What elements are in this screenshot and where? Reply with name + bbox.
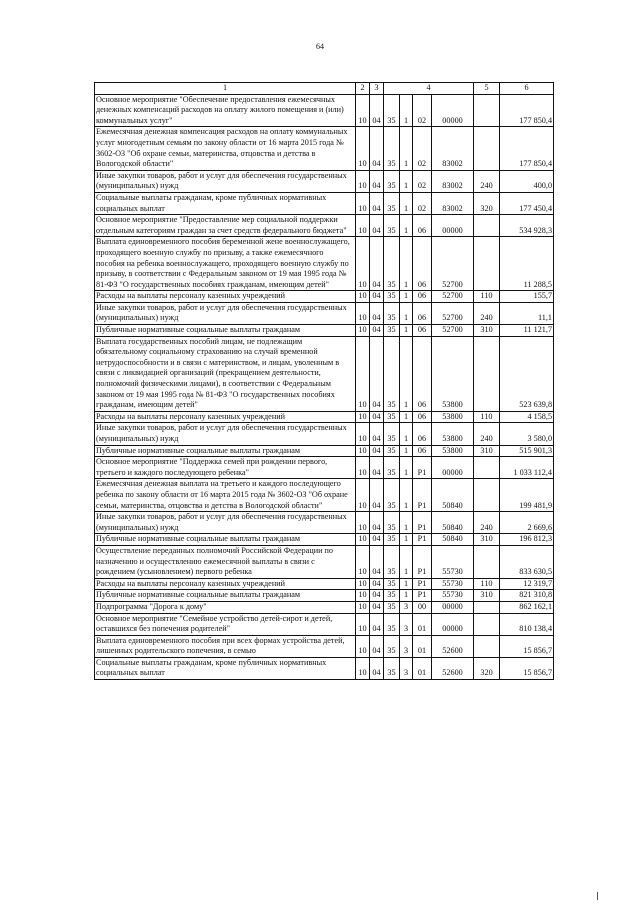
row-target-measure: 01 <box>413 613 432 635</box>
row-target-direction: 52700 <box>432 302 474 324</box>
row-target-measure: 02 <box>413 94 432 127</box>
row-subsection: 04 <box>370 457 384 479</box>
row-target-measure: P1 <box>413 479 432 512</box>
table-row <box>95 545 554 578</box>
row-target-program: 35 <box>384 613 400 635</box>
row-target-subprogram: 3 <box>400 657 413 679</box>
row-description: Публичные нормативные социальные выплаты гражданам <box>95 590 356 602</box>
row-target-direction: 52600 <box>432 657 474 679</box>
row-expense-type <box>474 237 500 291</box>
row-section: 10 <box>356 215 370 237</box>
row-expense-type: 310 <box>474 325 500 337</box>
row-section: 10 <box>356 457 370 479</box>
row-expense-type: 110 <box>474 411 500 423</box>
margin-mark <box>597 892 598 900</box>
row-description: Иные закупки товаров, работ и услуг для обеспечения государственных (муниципальных) нужд <box>95 302 356 324</box>
row-amount: 155,7 <box>500 291 554 303</box>
table-row <box>95 578 554 590</box>
row-description: Основное мероприятие "Семейное устройство детей-сирот и детей, оставшихся без попечения родителей" <box>95 613 356 635</box>
row-target-subprogram: 1 <box>400 127 413 170</box>
row-target-subprogram: 1 <box>400 411 413 423</box>
row-target-program: 35 <box>384 445 400 457</box>
row-amount: 3 580,0 <box>500 423 554 445</box>
column-header-3: 3 <box>370 83 384 95</box>
table-row <box>95 237 554 291</box>
row-description: Осуществление переданных полномочий Российской Федерации по назначению и осуществлению ежемесячной выплаты в связи с рождением (усыновлением) первого ребенка <box>95 545 356 578</box>
row-section: 10 <box>356 512 370 534</box>
row-subsection: 04 <box>370 578 384 590</box>
row-target-program: 35 <box>384 479 400 512</box>
row-target-measure: 06 <box>413 291 432 303</box>
row-target-measure: 01 <box>413 657 432 679</box>
row-description: Выплата единовременного пособия при всех формах устройства детей, лишенных родительского попечения, в семью <box>95 635 356 657</box>
row-amount: 534 928,3 <box>500 215 554 237</box>
row-amount: 12 319,7 <box>500 578 554 590</box>
row-expense-type: 110 <box>474 578 500 590</box>
row-description: Основное мероприятие "Обеспечение предоставления ежемесячных денежных компенсаций расходов на оплату жилого помещения и (или) коммунальных услуг" <box>95 94 356 127</box>
row-section: 10 <box>356 613 370 635</box>
row-amount: 862 162,1 <box>500 601 554 613</box>
row-target-direction: 00000 <box>432 94 474 127</box>
table-row <box>95 657 554 679</box>
row-target-direction: 52700 <box>432 291 474 303</box>
table-row <box>95 635 554 657</box>
table-row <box>95 192 554 214</box>
row-amount: 15 856,7 <box>500 657 554 679</box>
row-amount: 833 630,5 <box>500 545 554 578</box>
row-section: 10 <box>356 590 370 602</box>
row-target-direction: 53800 <box>432 411 474 423</box>
row-target-program: 35 <box>384 170 400 192</box>
row-target-program: 35 <box>384 657 400 679</box>
row-target-subprogram: 1 <box>400 479 413 512</box>
row-section: 10 <box>356 635 370 657</box>
row-amount: 1 033 112,4 <box>500 457 554 479</box>
row-description: Публичные нормативные социальные выплаты гражданам <box>95 445 356 457</box>
row-expense-type <box>474 601 500 613</box>
row-subsection: 04 <box>370 479 384 512</box>
table-row <box>95 411 554 423</box>
column-header-5: 5 <box>474 83 500 95</box>
row-subsection: 04 <box>370 215 384 237</box>
table-row <box>95 457 554 479</box>
row-target-measure: 02 <box>413 192 432 214</box>
column-header-6: 6 <box>500 83 554 95</box>
table-row <box>95 601 554 613</box>
row-target-measure: 06 <box>413 215 432 237</box>
row-subsection: 04 <box>370 302 384 324</box>
row-subsection: 04 <box>370 237 384 291</box>
row-target-subprogram: 1 <box>400 192 413 214</box>
row-section: 10 <box>356 534 370 546</box>
row-expense-type <box>474 479 500 512</box>
row-section: 10 <box>356 578 370 590</box>
row-section: 10 <box>356 192 370 214</box>
row-description: Иные закупки товаров, работ и услуг для обеспечения государственных (муниципальных) нужд <box>95 170 356 192</box>
row-amount: 196 812,3 <box>500 534 554 546</box>
row-subsection: 04 <box>370 590 384 602</box>
row-target-direction: 55730 <box>432 545 474 578</box>
row-section: 10 <box>356 94 370 127</box>
row-subsection: 04 <box>370 192 384 214</box>
row-target-program: 35 <box>384 534 400 546</box>
row-target-measure: 06 <box>413 423 432 445</box>
column-header-4: 4 <box>384 83 474 95</box>
row-target-subprogram: 1 <box>400 423 413 445</box>
table-row <box>95 512 554 534</box>
row-target-measure: 06 <box>413 302 432 324</box>
row-expense-type: 310 <box>474 445 500 457</box>
table-row <box>95 94 554 127</box>
row-subsection: 04 <box>370 291 384 303</box>
row-amount: 177 850,4 <box>500 94 554 127</box>
table-row <box>95 534 554 546</box>
row-target-measure: 06 <box>413 325 432 337</box>
row-amount: 4 158,5 <box>500 411 554 423</box>
row-amount: 15 856,7 <box>500 635 554 657</box>
row-target-subprogram: 1 <box>400 590 413 602</box>
row-amount: 177 450,4 <box>500 192 554 214</box>
row-expense-type: 240 <box>474 170 500 192</box>
row-target-subprogram: 1 <box>400 94 413 127</box>
row-amount: 199 481,9 <box>500 479 554 512</box>
row-section: 10 <box>356 411 370 423</box>
row-subsection: 04 <box>370 534 384 546</box>
table-row <box>95 325 554 337</box>
row-target-direction: 83002 <box>432 127 474 170</box>
row-amount: 11 121,7 <box>500 325 554 337</box>
row-description: Расходы на выплаты персоналу казенных учреждений <box>95 411 356 423</box>
row-target-subprogram: 3 <box>400 635 413 657</box>
budget-table <box>94 82 554 680</box>
row-expense-type <box>474 545 500 578</box>
row-section: 10 <box>356 445 370 457</box>
row-target-program: 35 <box>384 237 400 291</box>
row-target-direction: 52600 <box>432 635 474 657</box>
row-expense-type: 320 <box>474 657 500 679</box>
row-target-subprogram: 1 <box>400 445 413 457</box>
row-target-direction: 00000 <box>432 457 474 479</box>
row-subsection: 04 <box>370 635 384 657</box>
row-target-program: 35 <box>384 336 400 411</box>
row-expense-type: 240 <box>474 512 500 534</box>
row-target-measure: P1 <box>413 578 432 590</box>
row-description: Выплата государственных пособий лицам, не подлежащим обязательному социальному страхованию на случай временной нетрудоспособности и в связи с материнством, и лицам, уволенным в связи с ликвидацией организаций (прекращением деятельности, полномочий физическими лицами), в соответствии с Федеральным законом от 19 мая 1995 года № 81-ФЗ "О государственных пособиях гражданам, имеющим детей" <box>95 336 356 411</box>
row-target-subprogram: 1 <box>400 336 413 411</box>
row-subsection: 04 <box>370 445 384 457</box>
row-subsection: 04 <box>370 613 384 635</box>
row-target-measure: P1 <box>413 457 432 479</box>
row-description: Социальные выплаты гражданам, кроме публичных нормативных социальных выплат <box>95 192 356 214</box>
row-target-program: 35 <box>384 411 400 423</box>
table-row <box>95 127 554 170</box>
row-target-program: 35 <box>384 94 400 127</box>
row-section: 10 <box>356 423 370 445</box>
table-row <box>95 479 554 512</box>
row-amount: 11,1 <box>500 302 554 324</box>
row-target-subprogram: 1 <box>400 291 413 303</box>
row-target-subprogram: 1 <box>400 534 413 546</box>
row-target-measure: 06 <box>413 411 432 423</box>
row-target-direction: 53800 <box>432 336 474 411</box>
row-subsection: 04 <box>370 325 384 337</box>
row-section: 10 <box>356 170 370 192</box>
row-target-measure: 06 <box>413 336 432 411</box>
row-subsection: 04 <box>370 94 384 127</box>
row-amount: 523 639,8 <box>500 336 554 411</box>
header-row <box>95 83 554 95</box>
row-section: 10 <box>356 657 370 679</box>
row-description: Ежемесячная денежная выплата на третьего и каждого последующего ребенка по закону области от 16 марта 2015 года № 3602-ОЗ "Об охране семьи, материнства, отцовства и детства в Вологодской области" <box>95 479 356 512</box>
row-target-subprogram: 1 <box>400 457 413 479</box>
row-target-program: 35 <box>384 325 400 337</box>
row-target-program: 35 <box>384 512 400 534</box>
row-expense-type: 310 <box>474 590 500 602</box>
row-target-direction: 50840 <box>432 534 474 546</box>
row-expense-type <box>474 613 500 635</box>
row-target-subprogram: 1 <box>400 325 413 337</box>
row-expense-type <box>474 457 500 479</box>
row-amount: 177 850,4 <box>500 127 554 170</box>
row-target-program: 35 <box>384 545 400 578</box>
row-section: 10 <box>356 601 370 613</box>
row-description: Публичные нормативные социальные выплаты гражданам <box>95 325 356 337</box>
row-target-subprogram: 3 <box>400 613 413 635</box>
table-row <box>95 445 554 457</box>
row-target-direction: 00000 <box>432 613 474 635</box>
row-subsection: 04 <box>370 545 384 578</box>
row-expense-type: 110 <box>474 291 500 303</box>
row-section: 10 <box>356 237 370 291</box>
table-row <box>95 613 554 635</box>
row-description: Иные закупки товаров, работ и услуг для обеспечения государственных (муниципальных) нужд <box>95 512 356 534</box>
row-target-subprogram: 1 <box>400 302 413 324</box>
row-target-program: 35 <box>384 578 400 590</box>
row-target-measure: 06 <box>413 237 432 291</box>
row-target-program: 35 <box>384 192 400 214</box>
row-amount: 11 288,5 <box>500 237 554 291</box>
row-target-direction: 55730 <box>432 590 474 602</box>
row-target-direction: 00000 <box>432 601 474 613</box>
row-section: 10 <box>356 336 370 411</box>
row-target-direction: 00000 <box>432 215 474 237</box>
row-target-subprogram: 3 <box>400 601 413 613</box>
row-expense-type <box>474 215 500 237</box>
row-expense-type <box>474 336 500 411</box>
row-target-measure: P1 <box>413 534 432 546</box>
row-description: Основное мероприятие "Поддержка семей при рождении первого, третьего и каждого последующего ребенка" <box>95 457 356 479</box>
row-description: Ежемесячная денежная компенсация расходов на оплату коммунальных услуг многодетным семьям по закону области от 16 марта 2015 года № 3602-ОЗ "Об охране семьи, материнства, отцовства и детства в Вологодской области" <box>95 127 356 170</box>
row-description: Основное мероприятие "Предоставление мер социальной поддержки отдельным категориям граждан за счет средств федерального бюджета" <box>95 215 356 237</box>
row-target-program: 35 <box>384 457 400 479</box>
row-target-direction: 53800 <box>432 445 474 457</box>
row-subsection: 04 <box>370 336 384 411</box>
row-target-measure: P1 <box>413 512 432 534</box>
table-row <box>95 423 554 445</box>
row-expense-type: 240 <box>474 423 500 445</box>
table-row <box>95 590 554 602</box>
row-target-direction: 83002 <box>432 170 474 192</box>
column-header-1: 1 <box>95 83 356 95</box>
row-target-program: 35 <box>384 302 400 324</box>
row-target-subprogram: 1 <box>400 170 413 192</box>
row-subsection: 04 <box>370 423 384 445</box>
row-expense-type <box>474 94 500 127</box>
row-target-program: 35 <box>384 423 400 445</box>
row-subsection: 04 <box>370 657 384 679</box>
row-description: Публичные нормативные социальные выплаты гражданам <box>95 534 356 546</box>
row-description: Социальные выплаты гражданам, кроме публичных нормативных социальных выплат <box>95 657 356 679</box>
row-description: Выплата единовременного пособия беременной жене военнослужащего, проходящего военную службу по призыву, а также ежемесячного пособия на ребенка военнослужащего, проходящего военную службу по призыву, в соответствии с Федеральным законом от 19 мая 1995 года № 81-ФЗ "О государственных пособиях гражданам, имеющим детей" <box>95 237 356 291</box>
row-target-subprogram: 1 <box>400 237 413 291</box>
table-row <box>95 336 554 411</box>
row-description: Подпрограмма "Дорога к дому" <box>95 601 356 613</box>
row-expense-type: 240 <box>474 302 500 324</box>
table-body <box>95 94 554 679</box>
row-section: 10 <box>356 545 370 578</box>
row-target-program: 35 <box>384 635 400 657</box>
row-target-subprogram: 1 <box>400 545 413 578</box>
table-row <box>95 215 554 237</box>
row-section: 10 <box>356 325 370 337</box>
row-amount: 2 669,6 <box>500 512 554 534</box>
row-target-direction: 83002 <box>432 192 474 214</box>
row-target-measure: 00 <box>413 601 432 613</box>
row-target-measure: 01 <box>413 635 432 657</box>
row-description: Расходы на выплаты персоналу казенных учреждений <box>95 578 356 590</box>
row-target-subprogram: 1 <box>400 512 413 534</box>
row-expense-type: 310 <box>474 534 500 546</box>
row-description: Расходы на выплаты персоналу казенных учреждений <box>95 291 356 303</box>
row-amount: 515 901,3 <box>500 445 554 457</box>
page-number: 64 <box>316 42 324 51</box>
row-expense-type: 320 <box>474 192 500 214</box>
row-target-measure: 02 <box>413 170 432 192</box>
row-target-direction: 55730 <box>432 578 474 590</box>
row-target-subprogram: 1 <box>400 215 413 237</box>
row-section: 10 <box>356 127 370 170</box>
row-section: 10 <box>356 291 370 303</box>
row-target-program: 35 <box>384 127 400 170</box>
row-target-measure: 06 <box>413 445 432 457</box>
row-target-direction: 50840 <box>432 479 474 512</box>
row-target-program: 35 <box>384 590 400 602</box>
table-row <box>95 291 554 303</box>
row-expense-type <box>474 127 500 170</box>
table-row <box>95 302 554 324</box>
row-target-program: 35 <box>384 291 400 303</box>
row-amount: 821 310,8 <box>500 590 554 602</box>
column-header-2: 2 <box>356 83 370 95</box>
row-target-direction: 52700 <box>432 237 474 291</box>
row-target-program: 35 <box>384 215 400 237</box>
row-subsection: 04 <box>370 127 384 170</box>
row-target-subprogram: 1 <box>400 578 413 590</box>
row-amount: 400,0 <box>500 170 554 192</box>
row-subsection: 04 <box>370 170 384 192</box>
row-subsection: 04 <box>370 601 384 613</box>
table-row <box>95 170 554 192</box>
row-target-program: 35 <box>384 601 400 613</box>
row-target-measure: 02 <box>413 127 432 170</box>
row-target-measure: P1 <box>413 545 432 578</box>
row-amount: 810 138,4 <box>500 613 554 635</box>
row-subsection: 04 <box>370 512 384 534</box>
row-section: 10 <box>356 302 370 324</box>
row-target-direction: 53800 <box>432 423 474 445</box>
row-description: Иные закупки товаров, работ и услуг для обеспечения государственных (муниципальных) нужд <box>95 423 356 445</box>
row-target-measure: P1 <box>413 590 432 602</box>
row-subsection: 04 <box>370 411 384 423</box>
row-expense-type <box>474 635 500 657</box>
row-target-direction: 50840 <box>432 512 474 534</box>
row-section: 10 <box>356 479 370 512</box>
row-target-direction: 52700 <box>432 325 474 337</box>
